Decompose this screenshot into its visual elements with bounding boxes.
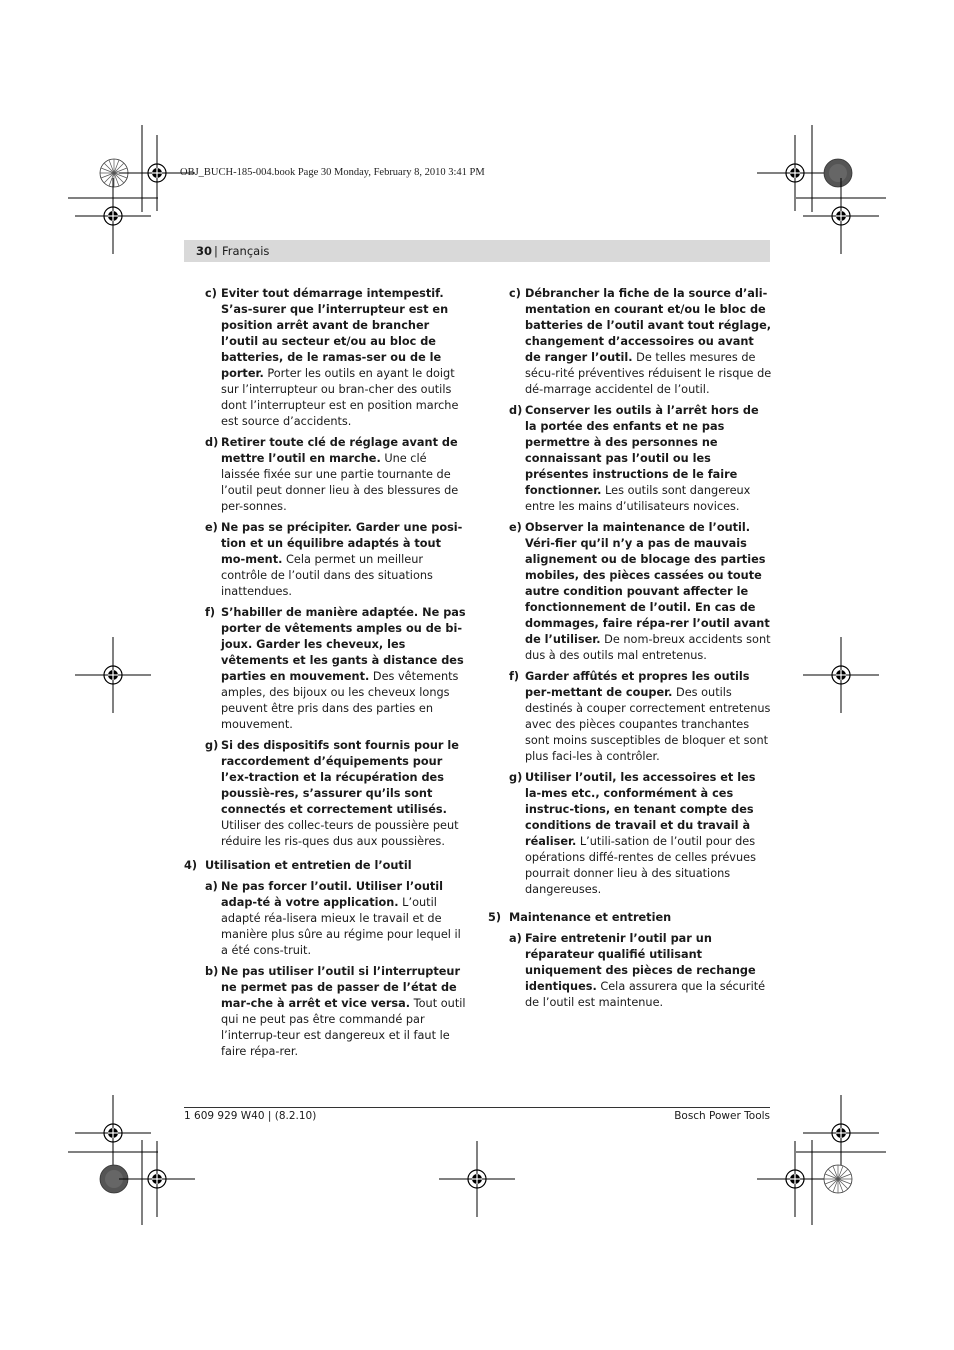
list-item: [184, 964, 468, 1060]
item-text: De nom-breux accidents sont dus à des outils mal entretenus.: [525, 633, 771, 662]
color-target-mark: [824, 1165, 852, 1193]
footer-brand: Bosch Power Tools: [674, 1110, 770, 1122]
crosshair-mark: [75, 637, 151, 713]
item-text: De telles mesures de sécu-rité préventives réduisent le risque de dé-marrage accidentel de l’outil.: [525, 351, 772, 396]
item-label: c): [205, 287, 217, 300]
item-text: Les outils sont dangereux entre les mains d’utilisateurs novices.: [525, 484, 751, 513]
item-label: f): [205, 606, 216, 619]
item-bold-text: Observer la maintenance de l’outil. Véri-fier qu’il n’y a pas de mauvais alignement ou de blocage des parties mobiles, des pièces cassées ou toute autre condition pouvant affecter le fonctionnement de l’outil. En cas de dommages, faire répa-rer l’outil avant de l’utiliser.: [525, 521, 770, 646]
item-text: Porter les outils en ayant le doigt sur l’interrupteur ou bran-cher des outils dont l’interrupteur est en position marche est source d’accidents.: [221, 367, 459, 428]
crosshair-mark: [757, 135, 833, 211]
list-item: [184, 738, 468, 850]
item-text: Des vêtements amples, des bijoux ou les cheveux longs peuvent être pris dans des parties en mouvement.: [221, 670, 459, 731]
item-bold-text: Conserver les outils à l’arrêt hors de la portée des enfants et ne pas permettre à des personnes ne connaissant pas l’outil ou les présentes instructions de le faire fonctionner.: [525, 404, 759, 497]
item-text: Tout outil qui ne peut pas être commandé par l’interrup-teur est dangereux et il faut le faire répa-rer.: [221, 997, 466, 1058]
item-bold-text: Retirer toute clé de réglage avant de mettre l’outil en marche.: [221, 436, 458, 465]
header-language: Français: [222, 244, 270, 258]
item-bold-text: Ne pas se précipiter. Garder une posi-tion et un équilibre adaptés à tout mo-ment.: [221, 521, 463, 566]
item-bold-text: Si des dispositifs sont fournis pour le raccordement d’équipements pour l’ex-traction et la récupération des poussiè-res, s’assurer qu’ils sont connectés et correctement utilisés.: [221, 739, 459, 816]
list-item: [488, 286, 772, 398]
footer-rule: [184, 1107, 770, 1108]
item-text: Des outils destinés à couper correctement entretenus avec des pièces coupantes tranchantes sont moins susceptibles de bloquer et sont plus faci-les à contrôler.: [525, 686, 771, 763]
section-number: 5): [488, 911, 502, 924]
list-item: [184, 879, 468, 959]
list-item: [184, 605, 468, 733]
crosshair-mark: [803, 1095, 879, 1171]
item-bold-text: Ne pas utiliser l’outil si l’interrupteur ne permet pas de passer de l’état de mar-che à arrêt et vice versa.: [221, 965, 461, 1010]
section-title: Maintenance et entretien: [509, 911, 672, 924]
list-item: [184, 520, 468, 600]
item-text: Utiliser des collec-teurs de poussière peut réduire les ris-ques dus aux poussières.: [221, 819, 459, 848]
section-heading: [488, 910, 772, 926]
crosshair-mark: [75, 178, 151, 254]
page-header: [184, 240, 770, 262]
list-item: [488, 669, 772, 765]
crosshair-mark: [75, 1095, 151, 1171]
item-label: f): [509, 670, 520, 683]
list-item: [184, 286, 468, 430]
list-item: [488, 931, 772, 1011]
left-column: [184, 286, 468, 1065]
footer-doc-number: 1 609 929 W40 | (8.2.10): [184, 1110, 317, 1122]
item-text: Une clé laissée fixée sur une partie tournante de l’outil peut donner lieu à des blessures de per-sonnes.: [221, 452, 459, 513]
item-bold-text: Garder affûtés et propres les outils per-mettant de couper.: [525, 670, 750, 699]
item-bold-text: Eviter tout démarrage intempestif. S’as-surer que l’interrupteur est en position arrêt avant de brancher l’outil au secteur et/ou au bloc de batteries, de le ramas-ser ou de le porter.: [221, 287, 449, 380]
crosshair-mark: [803, 637, 879, 713]
item-text: L’utili-sation de l’outil pour des opérations diffé-rentes de celles prévues pourrait donner lieu à des situations dangereuses.: [525, 835, 756, 896]
item-label: e): [205, 521, 218, 534]
list-item: [184, 435, 468, 515]
item-text: L’outil adapté réa-lisera mieux le travail et de manière plus sûre au régime pour lequel il a été cons-truit.: [221, 896, 461, 957]
section-number: 4): [184, 859, 198, 872]
section-title: Utilisation et entretien de l’outil: [205, 859, 412, 872]
item-bold-text: S’habiller de manière adaptée. Ne pas porter de vêtements amples ou de bi-joux. Garder les cheveux, les vêtements et les gants à distance des parties en mouvement.: [221, 606, 466, 683]
color-target-mark: [824, 159, 852, 187]
list-item: [488, 770, 772, 898]
item-bold-text: Faire entretenir l’outil par un réparateur qualifié utilisant uniquement des pièces de rechange identiques.: [525, 932, 756, 993]
item-label: c): [509, 287, 521, 300]
item-text: Cela assurera que la sécurité de l’outil est maintenue.: [525, 980, 766, 1009]
print-info: OBJ_BUCH-185-004.book Page 30 Monday, February 8, 2010 3:41 PM: [180, 167, 485, 178]
list-item: [488, 520, 772, 664]
crosshair-mark: [803, 178, 879, 254]
page-number: 30: [196, 244, 213, 258]
item-label: a): [509, 932, 522, 945]
section-heading: [184, 858, 468, 874]
item-label: g): [205, 739, 219, 752]
item-label: d): [205, 436, 219, 449]
item-label: a): [205, 880, 218, 893]
item-bold-text: Utiliser l’outil, les accessoires et les la-mes etc., conformément à ces instruc-tions, en tenant compte des conditions de travail et du travail à réaliser.: [525, 771, 756, 848]
item-text: Cela permet un meilleur contrôle de l’outil dans des situations inattendues.: [221, 553, 433, 598]
item-bold-text: Débrancher la fiche de la source d’ali-mentation en courant et/ou le bloc de batteries de l’outil avant tout réglage, changement d’accessoires ou avant de ranger l’outil.: [525, 287, 772, 364]
header-separator: |: [214, 244, 218, 258]
item-bold-text: Ne pas forcer l’outil. Utiliser l’outil adap-té à votre application.: [221, 880, 444, 909]
crosshair-mark: [439, 1141, 515, 1217]
item-label: b): [205, 965, 219, 978]
item-label: g): [509, 771, 523, 784]
item-label: e): [509, 521, 522, 534]
item-label: d): [509, 404, 523, 417]
right-column: [488, 286, 772, 1016]
list-item: [488, 403, 772, 515]
